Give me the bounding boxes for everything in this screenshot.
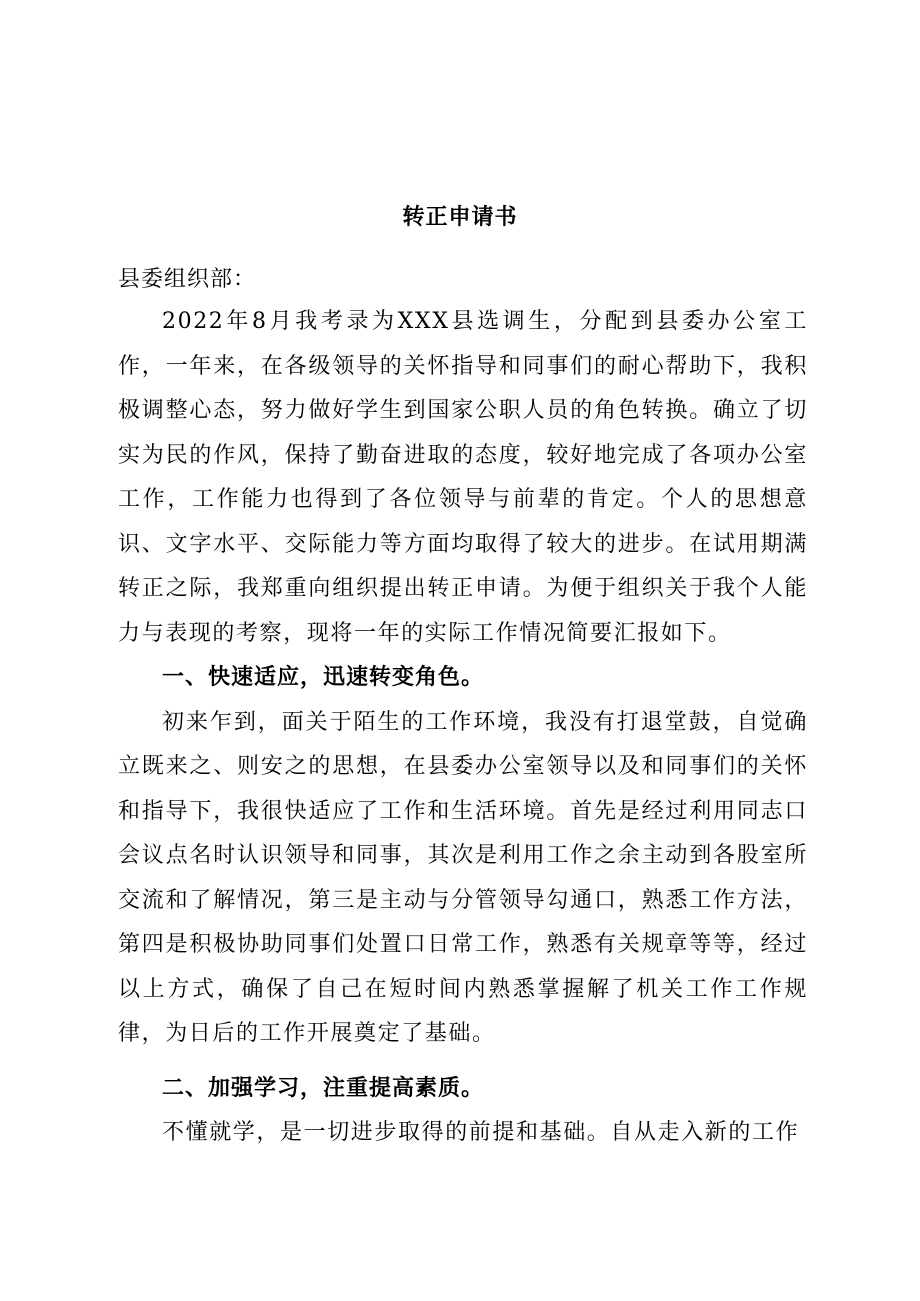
section-1-heading: 一、快速适应，迅速转变角色。 <box>162 665 485 690</box>
section-2-heading: 二、加强学习，注重提高素质。 <box>162 1075 485 1101</box>
section-2-paragraph: 不懂就学，是一切进步取得的前提和基础。自从走入新的工作 <box>162 1120 800 1145</box>
intro-paragraph: 2022年8月我考录为XXX县选调生，分配到县委办公室工作，一年来，在各级领导的关怀指导和同事们的耐心帮助下，我积极调整心态，努力做好学生到国家公职人员的角色转换。确立了切实为民的作风，保持了勤奋进取的态度，较好地完成了各项办公室工作，工作能力也得到了各位领导与前辈的肯定。个人的思想意识、文字水平、交际能力等方面均取得了较大的进步。在试用期满转正之际，我郑重向组织提出转正申请。为便于组织关于我个人能力与表现的考察，现将一年的实际工作情况简要汇报如下。 <box>118 309 808 646</box>
section-1-paragraph: 初来乍到，面关于陌生的工作环境，我没有打退堂鼓，自觉确立既来之、则安之的思想，在县委办公室领导以及和同事们的关怀和指导下，我很快适应了工作和生活环境。首先是经过利用同志口会议点名时认识领导和同事，其次是利用工作之余主动到各股室所交流和了解情况，第三是主动与分管领导勾通口，熟悉工作方法，第四是积极协助同事们处置口日常工作，熟悉有关规章等等，经过以上方式，确保了自己在短时间内熟悉掌握解了机关工作工作规律，为日后的工作开展奠定了基础。 <box>118 709 808 1046</box>
document-body <box>118 300 808 1156</box>
section-gap <box>118 1057 808 1067</box>
document-title: 转正申请书 <box>402 205 518 230</box>
salutation: 县委组织部： <box>118 267 257 292</box>
